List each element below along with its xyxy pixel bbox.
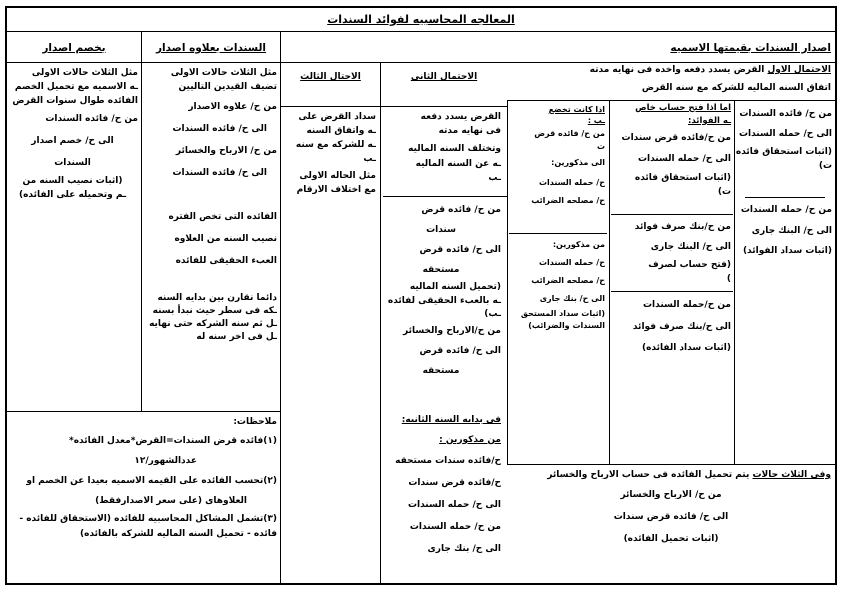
header-par: اصدار السندات بقيمتها الاسميه <box>670 42 831 54</box>
divider-col-case1b <box>609 100 610 464</box>
all-three-cases: وفى الثلاث حالات يتم تحميل الفائده فى حساب الارباح والخسائر من ح/ الارباح والخسائر الى ح/ فائده قرض سندات (اثبات تحميل الفائده) <box>547 470 831 544</box>
case1-label: الاحتمال الاول <box>767 65 831 75</box>
border-bottom <box>5 583 837 585</box>
divider-case2-mid <box>383 196 507 197</box>
case1-entries-c: اذا كانت تخضع ـب : من ح/ فائده قرض ت الى مذكورين: ح/ حمله السندات ح/ مصلحه الضرائب <box>531 105 605 205</box>
page-title: المعالجه المحاسبيه لفوائد السندات <box>327 13 515 26</box>
premium-section: مثل الثلاث حالات الاولى تضيف القيدين التاليين من ح/ علاوه الاصدار الى ح/ فائده السندات من ح/ الارباح والخسائر الى ح/ فائده السندات الفائده التى تخص الفتره نصيب السنه من العلاوه العبء الحقيقى للفائده دائما نقارن بين بدايه السنه ـكه فى سطر حيث نبدأ بسنه ـل ثم سنه الشركه حتى نهايه ـل فى اخر سنه له <box>149 68 277 342</box>
case2-second-year: فى بدايه السنه الثانيه: من مذكورين : ح/فائده سندات مستحقه ح/فائده قرض سندات الى ح/ حمله السندات من ح/ حمله السندات الى ح/ بنك جارى <box>395 415 501 554</box>
header-discount: بخصم اصدار <box>42 42 106 54</box>
page-title-cell <box>7 8 835 31</box>
case3-description: سداد القرض على ـه واتفاق السنه ـه للشركه مع سنه ـب مثل الحاله الاولى مع اختلاف الارقام <box>295 112 376 195</box>
case2-label-cell <box>381 64 507 104</box>
case3-label-cell <box>281 64 380 104</box>
case1-entries-b3: من ح/حمله السندات الى ح/بنك صرف فوائد (اثبات سداد الفائده) <box>632 300 731 353</box>
header-premium: السندات بعلاوه اصدار <box>155 42 267 54</box>
case1-entries-b2: من ح/بنك صرف فوائد الى ح/ البنك جارى (فتح حساب لصرف ) <box>634 222 731 284</box>
notes-heading: ملاحظات: <box>233 417 277 427</box>
divider-col-case1a <box>734 100 735 464</box>
case1-entries-b: اما اذا فتح حساب خاص ـه الفوائد: من ح/فائده قرض سندات الى ح/ حمله السندات (اثبات استحقاق فائده ت) <box>621 103 731 197</box>
case2-label: الاحتمال الثانى <box>410 72 478 82</box>
all-three-lead: وفى الثلاث حالات <box>752 470 831 480</box>
divider-all-three <box>507 464 837 465</box>
divider-b2 <box>611 291 733 292</box>
divider-notes <box>5 411 280 412</box>
divider-b1 <box>611 214 733 215</box>
divider-a1 <box>745 197 825 198</box>
notes-section: ملاحظات: (١)فائده قرض السندات=القرض*معدل الفائده* عددالشهور/١٢ (٢)تحسب الفائده على القيمه الاسميه بعيدا عن الخصم او العلاوهاى (على سعر الاصدارفقط) (٣)تشمل المشاكل المحاسبيه للفائده (الاستحقاق للفائده - فائده - تحميل السنه الماليه للشركه بالفائده) <box>7 413 279 581</box>
divider-case2-head <box>280 106 507 107</box>
divider-col-case2 <box>507 100 508 464</box>
case1-entries-a: من ح/ فائده السندات الى ح/ حمله السندات (اثبات استحقاق فائده ت) <box>736 109 832 171</box>
divider-case-desc <box>507 100 837 101</box>
case1-description: الاحتمال الاول القرض يسدد دفعه واخده فى نهايه مدته اتفاق السنه الماليه للشركه مع سنه القرض <box>589 65 831 93</box>
case1-entries-a2: من ح/ حمله السندات الى ح/ البنك جارى (اثبات سداد الفوائد) <box>740 205 832 256</box>
case3-label: الاحتال الثالث <box>300 72 361 82</box>
case2-description: القرض يسدد دفعه فى نهايه مدته وتختلف السنه الماليه ـه عن السنه الماليه ـب <box>408 112 501 183</box>
divider-c1 <box>509 233 607 234</box>
discount-section: مثل الثلاث حالات الاولى ـه الاسميه مع تحميل الخصم الفائده طوال سنوات القرض من ح/ فائده السندات الى ح/ خصم اصدار السندات (اثبات نصيب السنه من ـم وتحميله على الفائده) <box>12 68 138 200</box>
border-right <box>835 6 837 585</box>
case1-entries-c2: من مذكورين: ح/ حمله السندات ح/ مصلحه الضرائب الى ح/ بنك جارى (اثبات سداد المستحق السندات والضرائب) <box>520 240 605 330</box>
divider-headers <box>5 62 837 63</box>
case2-entries: من ح/ فائده قرض سندات الى ح/ فائده قرض مستحقه (تحميل السنه الماليه ـه بالعبء الحقيقى لفائده ـب) من ح/الارباح والخسائر الى ح/ فائده قرض مستحقه <box>387 205 501 376</box>
